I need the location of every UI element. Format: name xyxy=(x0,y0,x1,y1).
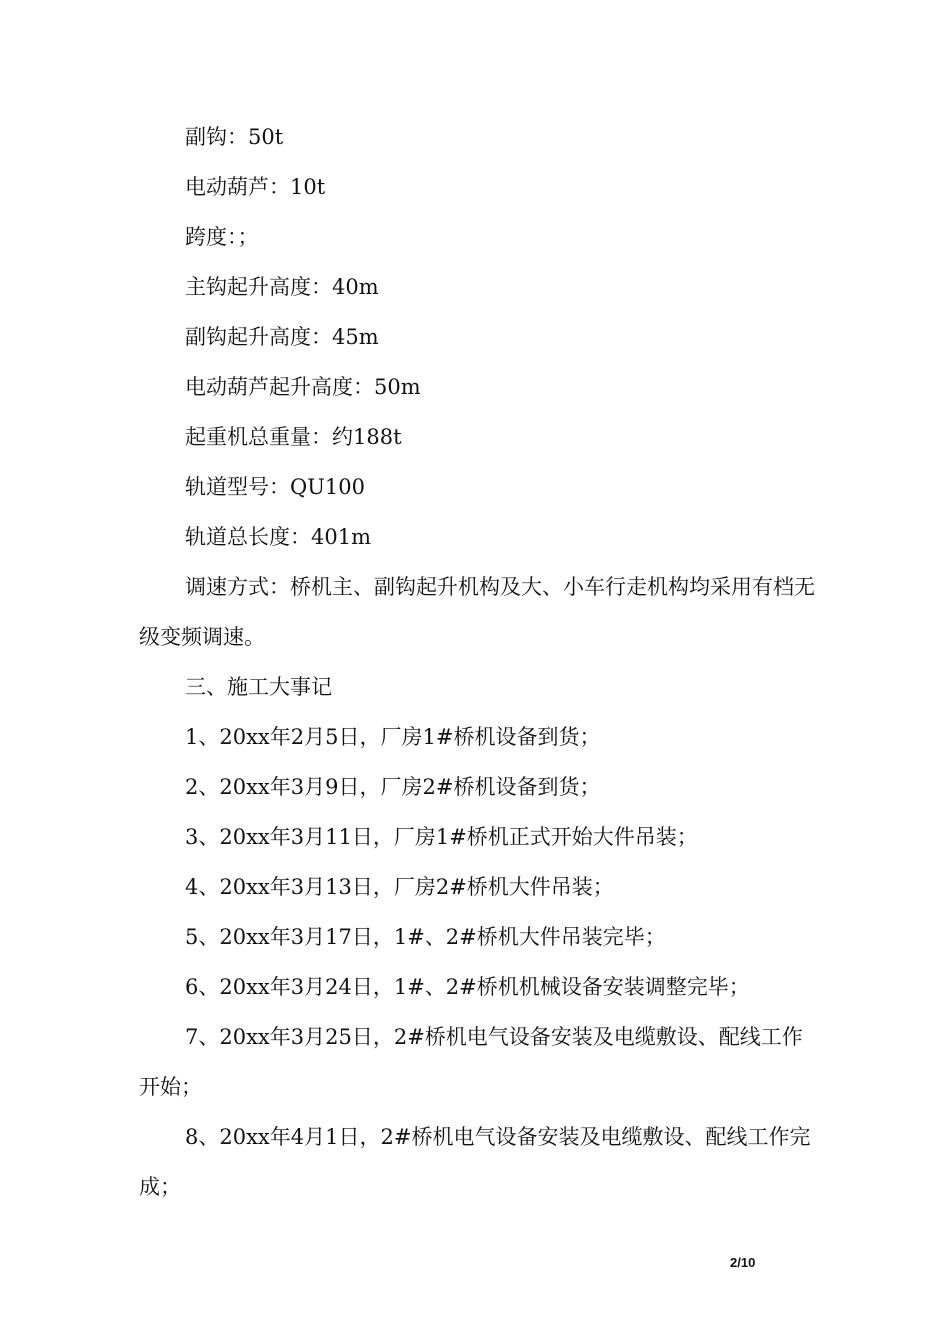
page-number: 2/10 xyxy=(730,1255,756,1270)
milestone-item: 7、20xx年3月25日，2#桥机电气设备安装及电缆敷设、配线工作开始； xyxy=(139,1025,803,1099)
spec-rail-length: 轨道总长度：401m xyxy=(185,525,371,549)
spec-aux-hook-lift-height: 副钩起升高度：45m xyxy=(185,325,379,349)
milestone-item: 5、20xx年3月17日，1#、2#桥机大件吊装完毕； xyxy=(185,925,666,949)
section-heading-milestones: 三、施工大事记 xyxy=(185,675,332,699)
spec-total-weight: 起重机总重量：约188t xyxy=(185,425,402,449)
milestone-item: 6、20xx年3月24日，1#、2#桥机机械设备安装调整完毕； xyxy=(185,975,750,999)
milestone-item: 1、20xx年2月5日，厂房1#桥机设备到货； xyxy=(185,725,601,749)
milestone-item: 3、20xx年3月11日，厂房1#桥机正式开始大件吊装； xyxy=(185,825,698,849)
milestone-item: 8、20xx年4月1日，2#桥机电气设备安装及电缆敷设、配线工作完成； xyxy=(139,1125,811,1199)
document-body xyxy=(139,112,819,1212)
spec-rail-model: 轨道型号：QU100 xyxy=(185,475,365,499)
spec-auxiliary-hook: 副钩：50t xyxy=(185,125,284,149)
milestone-item: 4、20xx年3月13日，厂房2#桥机大件吊装； xyxy=(185,875,614,899)
spec-hoist-lift-height: 电动葫芦起升高度：50m xyxy=(185,375,421,399)
spec-speed-control: 调速方式：桥机主、副钩起升机构及大、小车行走机构均采用有档无级变频调速。 xyxy=(139,575,815,649)
spec-span: 跨度：； xyxy=(185,225,259,249)
spec-main-hook-lift-height: 主钩起升高度：40m xyxy=(185,275,379,299)
spec-electric-hoist: 电动葫芦：10t xyxy=(185,175,326,199)
milestone-item: 2、20xx年3月9日，厂房2#桥机设备到货； xyxy=(185,775,601,799)
